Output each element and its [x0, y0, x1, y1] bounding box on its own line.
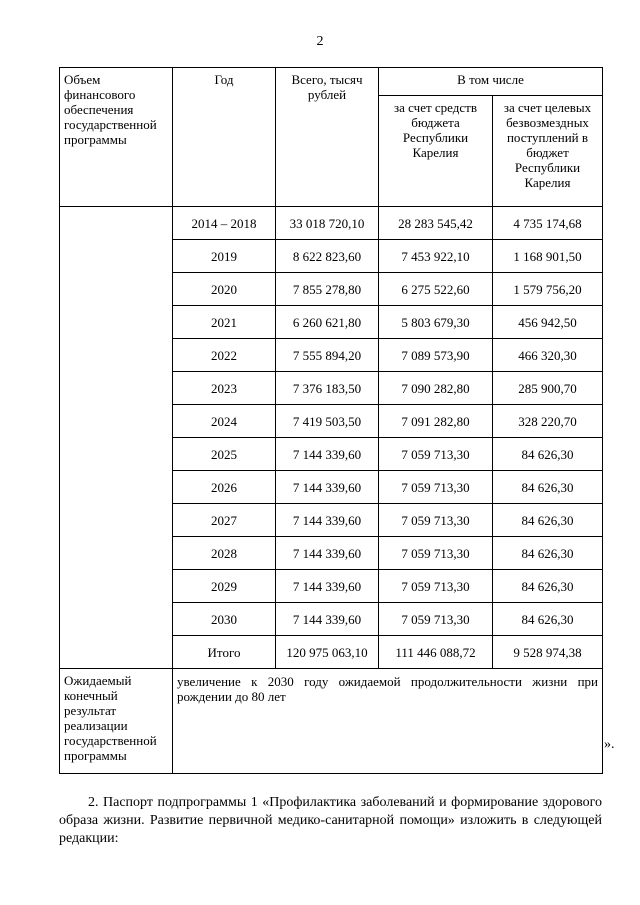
- header-budget: за счет средств бюджета Республики Карелия: [379, 96, 493, 207]
- cell-targeted: 328 220,70: [493, 405, 603, 438]
- cell-total: 7 555 894,20: [276, 339, 379, 372]
- cell-total: 7 144 339,60: [276, 570, 379, 603]
- cell-budget: 6 275 522,60: [379, 273, 493, 306]
- funding-row-label: Объем финансового обеспечения государственной программы: [60, 68, 173, 207]
- label-column-spacer: [60, 207, 173, 669]
- cell-year: 2022: [173, 339, 276, 372]
- cell-targeted: 84 626,30: [493, 603, 603, 636]
- cell-targeted: 84 626,30: [493, 504, 603, 537]
- cell-total: 7 376 183,50: [276, 372, 379, 405]
- cell-year: 2021: [173, 306, 276, 339]
- table-row: [60, 207, 603, 240]
- cell-total: 120 975 063,10: [276, 636, 379, 669]
- header-targeted: за счет целевых безвозмездных поступлений в бюджет Республики Карелия: [493, 96, 603, 207]
- result-text: увеличение к 2030 году ожидаемой продолжительности жизни при рождении до 80 лет: [173, 669, 603, 774]
- cell-total: 7 855 278,80: [276, 273, 379, 306]
- result-row-label: Ожидаемый конечный результат реализации государственной программы: [60, 669, 173, 774]
- cell-year: 2023: [173, 372, 276, 405]
- cell-budget: 7 059 713,30: [379, 537, 493, 570]
- cell-year: 2026: [173, 471, 276, 504]
- cell-budget: 5 803 679,30: [379, 306, 493, 339]
- cell-targeted: 285 900,70: [493, 372, 603, 405]
- cell-budget: 7 453 922,10: [379, 240, 493, 273]
- header-year: Год: [173, 68, 276, 207]
- cell-total: 8 622 823,60: [276, 240, 379, 273]
- cell-budget: 7 059 713,30: [379, 603, 493, 636]
- cell-year: 2028: [173, 537, 276, 570]
- cell-total: 6 260 621,80: [276, 306, 379, 339]
- cell-targeted: 84 626,30: [493, 570, 603, 603]
- cell-total: 7 144 339,60: [276, 438, 379, 471]
- cell-year: 2025: [173, 438, 276, 471]
- cell-targeted: 1 579 756,20: [493, 273, 603, 306]
- cell-budget: 111 446 088,72: [379, 636, 493, 669]
- cell-budget: 7 059 713,30: [379, 471, 493, 504]
- cell-total: 7 144 339,60: [276, 504, 379, 537]
- cell-year: 2019: [173, 240, 276, 273]
- cell-year: 2024: [173, 405, 276, 438]
- header-total: Всего, тысяч рублей: [276, 68, 379, 207]
- page-number: 2: [316, 34, 324, 49]
- cell-targeted: 4 735 174,68: [493, 207, 603, 240]
- cell-targeted: 84 626,30: [493, 438, 603, 471]
- header-including: В том числе: [379, 68, 603, 96]
- cell-targeted: 1 168 901,50: [493, 240, 603, 273]
- cell-total: 7 144 339,60: [276, 471, 379, 504]
- financing-table: [59, 67, 603, 774]
- cell-total: 7 144 339,60: [276, 603, 379, 636]
- cell-total: 7 144 339,60: [276, 537, 379, 570]
- cell-year: 2020: [173, 273, 276, 306]
- cell-budget: 7 059 713,30: [379, 570, 493, 603]
- cell-year: 2014 – 2018: [173, 207, 276, 240]
- cell-targeted: 456 942,50: [493, 306, 603, 339]
- cell-targeted: 84 626,30: [493, 537, 603, 570]
- cell-total: 7 419 503,50: [276, 405, 379, 438]
- cell-targeted: 9 528 974,38: [493, 636, 603, 669]
- cell-targeted: 466 320,30: [493, 339, 603, 372]
- cell-budget: 7 059 713,30: [379, 438, 493, 471]
- cell-year: 2029: [173, 570, 276, 603]
- cell-budget: 28 283 545,42: [379, 207, 493, 240]
- cell-total: 33 018 720,10: [276, 207, 379, 240]
- cell-budget: 7 090 282,80: [379, 372, 493, 405]
- cell-year: 2030: [173, 603, 276, 636]
- cell-budget: 7 059 713,30: [379, 504, 493, 537]
- cell-year: 2027: [173, 504, 276, 537]
- subprogram-paragraph: 2. Паспорт подпрограммы 1 «Профилактика заболеваний и формирование здорового образа жизни. Развитие первичной медико-санитарной помощи» изложить в следующей редакции:: [59, 795, 602, 846]
- cell-budget: 7 091 282,80: [379, 405, 493, 438]
- closing-quote: ».: [604, 737, 615, 752]
- cell-budget: 7 089 573,90: [379, 339, 493, 372]
- cell-year: Итого: [173, 636, 276, 669]
- cell-targeted: 84 626,30: [493, 471, 603, 504]
